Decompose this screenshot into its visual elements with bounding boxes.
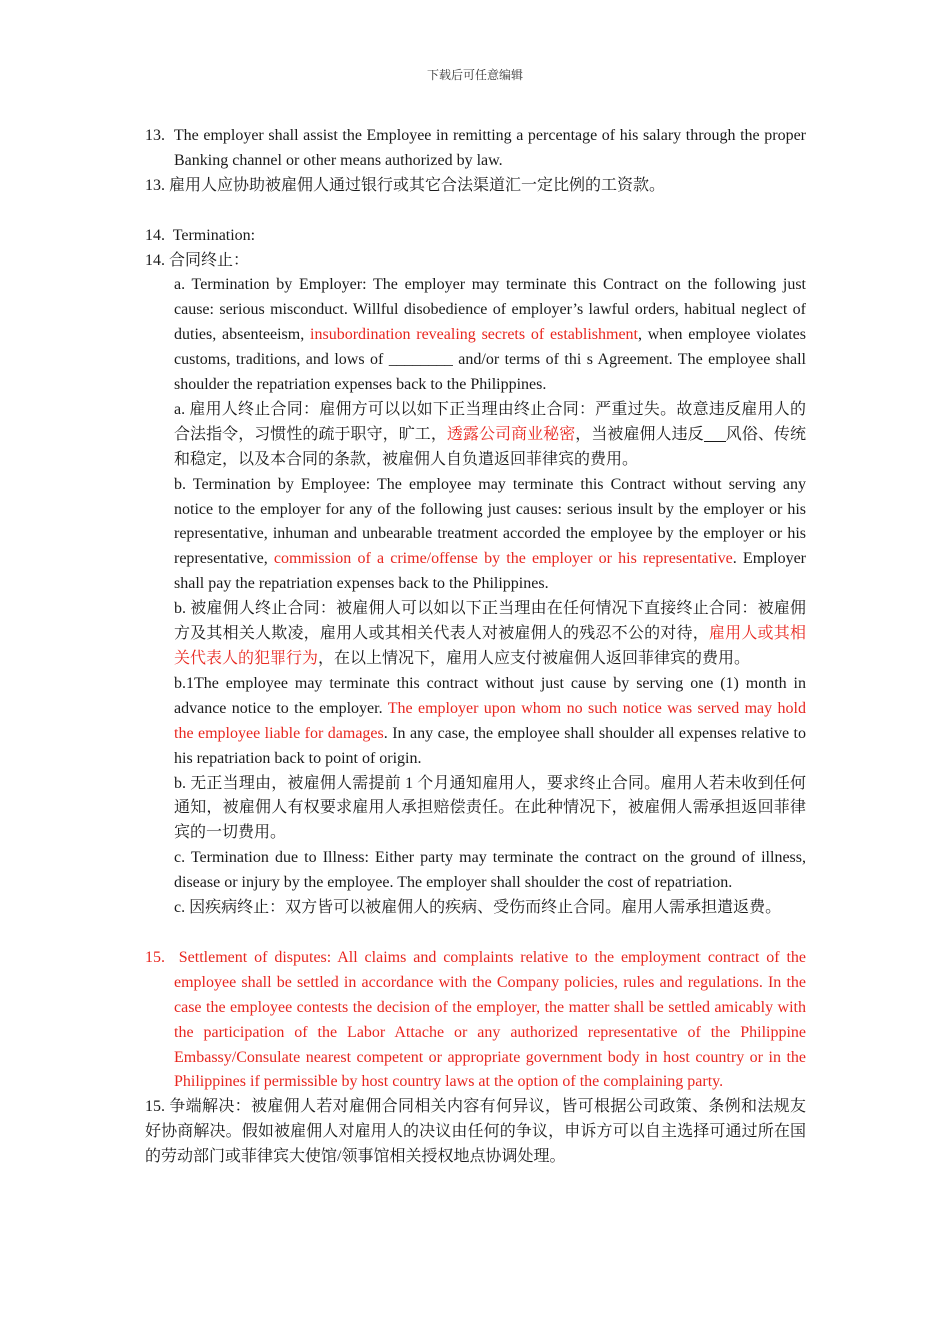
highlighted-text: insubordination revealing secrets of establishment: [310, 326, 638, 344]
highlighted-text: 雇用人或其相关代表人的犯罪行为: [174, 625, 806, 668]
clause-14b1-english: b.1The employee may terminate this contract without just cause by serving one (1) month in advance notice to the employer. The employer upon whom no such notice was served may hold the employee liable for damages. In any case, the employee shall shoulder all expenses relative to his repatriation back to point of origin.: [174, 674, 807, 767]
clause-14c-english: c. Termination due to Illness: Either party may terminate the contract on the ground of illness, disease or injury by the employee. The employer shall shoulder the cost of repatriation.: [174, 849, 806, 892]
clause-14a-english: a. Termination by Employer: The employer may terminate this Contract on the following just cause: serious misconduct. Willful disobedience of employer’s lawful orders, habitual neglect of duties, absenteeism, insubordination revealing secrets of establishment, when employee violates customs, traditions, and lows of ________ and/or terms of thi s Agreement. The employee shall shoulder the repatriation expenses back to the Philippines.: [174, 276, 806, 394]
highlighted-text: The employer upon whom no such notice was served may hold the employee liable for damages: [174, 699, 806, 742]
clause-13-english: 13. The employer shall assist the Employee in remitting a percentage of his salary through the proper Banking channel or other means authorized by law.: [145, 127, 806, 169]
clause-14b1-chinese: b. 无正当理由，被雇佣人需提前 1 个月通知雇用人，要求终止合同。雇用人若未收到任何通知，被雇佣人有权要求雇用人承担赔偿责任。在此种情况下，被雇佣人需承担返回菲律宾的一切费用。: [174, 774, 806, 842]
clause-15-chinese: 15. 争端解决：被雇佣人若对雇佣合同相关内容有何异议，皆可根据公司政策、条例和法规友好协商解决。假如被雇佣人对雇用人的决议由任何的争议，申诉方可以自主选择可通过所在国的劳动部门或菲律宾大使馆/领事馆相关授权地点协调处理。: [145, 1098, 806, 1166]
contract-body: [145, 124, 806, 1170]
clause-13-chinese: 13. 雇用人应协助被雇佣人通过银行或其它合法渠道汇一定比例的工资款。: [145, 176, 666, 194]
highlighted-text: commission of a crime/offense by the employer or his representative: [273, 550, 733, 568]
clause-14-heading-chinese: 14. 合同终止：: [145, 251, 250, 269]
clause-14a-chinese: a. 雇用人终止合同：雇佣方可以以如下正当理由终止合同：严重过失。故意违反雇用人的合法指令，习惯性的疏于职守，旷工，透露公司商业秘密，当被雇佣人违反 风俗、传统和稳定，以及本合同的条款，被雇佣人自负遣返回菲律宾的费用。: [174, 400, 806, 468]
page-header: 下载后可任意编辑: [426, 68, 523, 82]
clause-14c-chinese: c. 因疾病终止：双方皆可以被雇佣人的疾病、受伤而终止合同。雇用人需承担遣返费。: [174, 899, 782, 917]
clause-14b-english: b. Termination by Employee: The employee may terminate this Contract without serving any notice to the employer for any of the following just causes: serious insult by the employer or his representative, inhuman and unbearable treatment accorded the employee by the employer or his representative, commission of a crime/offense by the employer or his representative. Employer shall pay the repatriation expenses back to the Philippines.: [174, 475, 807, 593]
clause-14b-chinese: b. 被雇佣人终止合同：被雇佣人可以如以下正当理由在任何情况下直接终止合同：被雇佣方及其相关人欺凌，雇用人或其相关代表人对被雇佣人的残忍不公的对待，雇用人或其相关代表人的犯罪行为，在以上情况下，雇用人应支付被雇佣人返回菲律宾的费用。: [174, 600, 806, 668]
clause-15-english: 15. Settlement of disputes: All claims and complaints relative to the employment contract of the employee shall be settled in accordance with the Company policies, rules and regulations. In the case the employee contests the decision of the employer, the matter shall be settled amicably with the participation of the Labor Attache or any authorized representative of the Philippine Embassy/Consulate nearest competent or appropriate government body in host country or in the Philippines if permissible by host country laws at the option of the complaining party.: [145, 948, 806, 1091]
blank-line: [704, 426, 726, 442]
highlighted-text: 透露公司商业秘密: [446, 425, 576, 443]
clause-14-heading-english: 14. Termination:: [145, 226, 256, 244]
